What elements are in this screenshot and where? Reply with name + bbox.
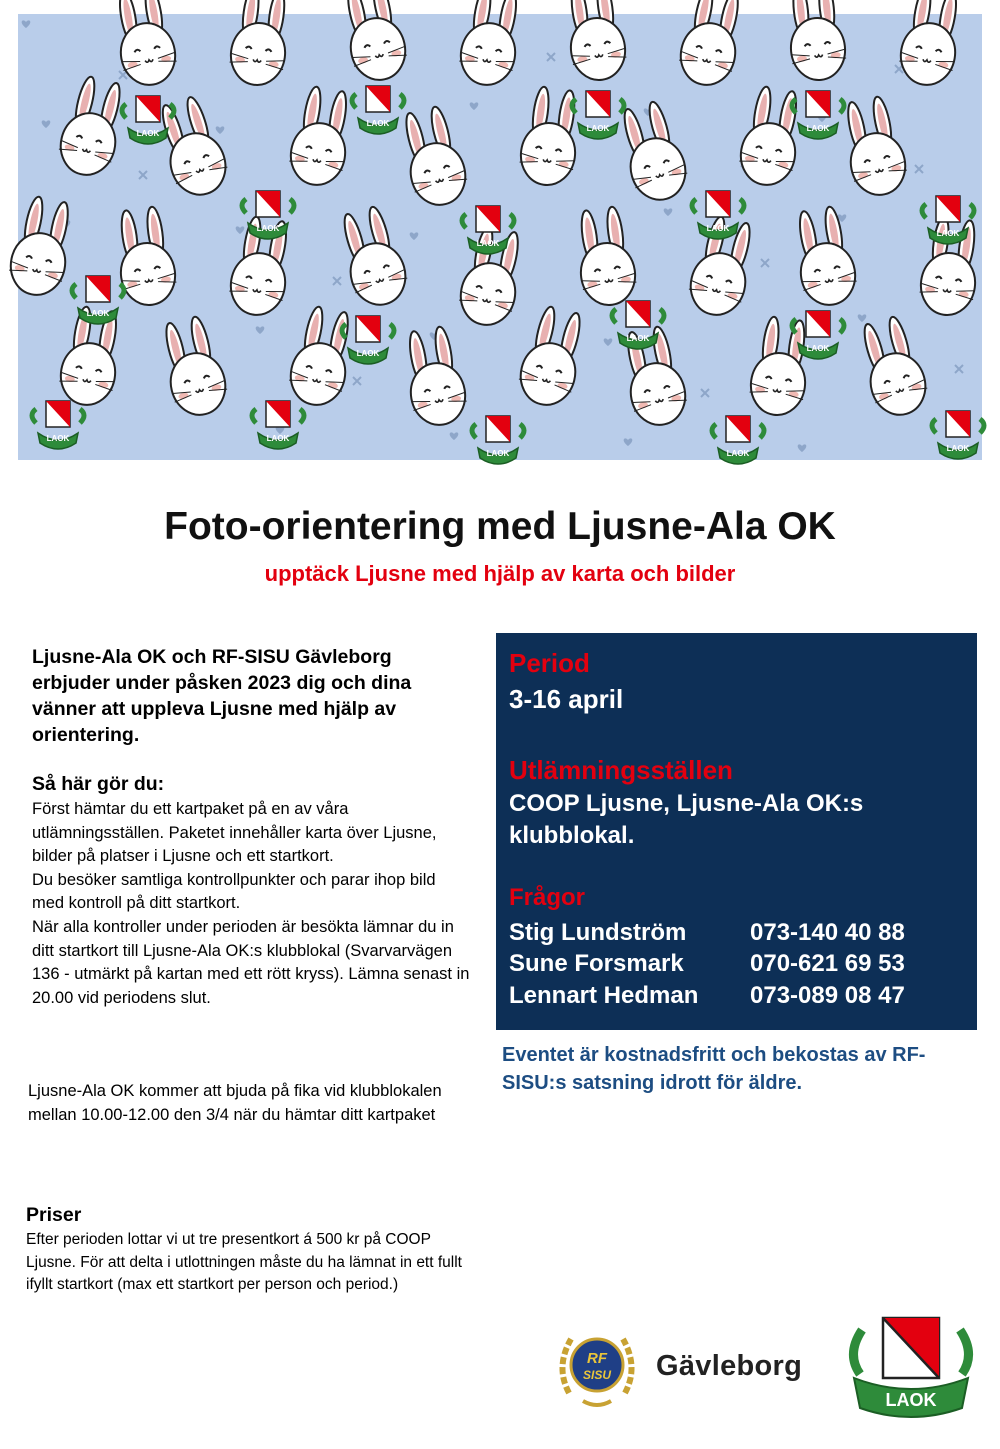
laok-club-badge-icon bbox=[792, 91, 844, 139]
heart-icon bbox=[450, 432, 459, 440]
cross-icon bbox=[333, 277, 341, 285]
funding-note: Eventet är kostnadsfritt och bekostas av RF-SISU:s satsning idrott för äldre. bbox=[502, 1044, 926, 1094]
cross-icon bbox=[915, 165, 923, 173]
heart-icon bbox=[798, 444, 807, 452]
howto-paragraph: Du besöker samtliga kontrollpunkter och parar ihop bild med kontroll på ditt startkort. bbox=[32, 870, 436, 913]
places-value: COOP Ljusne, Ljusne-Ala OK:s klubblokal. bbox=[509, 790, 864, 849]
fika-info: Ljusne-Ala OK kommer att bjuda på fika vid klubblokalen mellan 10.00-12.00 den 3/4 när du hämtar ditt kartpaket bbox=[28, 1082, 442, 1124]
bunny-face-icon bbox=[400, 324, 470, 429]
bunny-face-icon bbox=[338, 0, 411, 85]
cross-icon bbox=[353, 377, 361, 385]
laok-club-badge-icon bbox=[612, 301, 664, 349]
bunny-face-icon bbox=[110, 0, 180, 89]
heart-icon bbox=[470, 102, 479, 110]
questions-heading: Frågor bbox=[509, 884, 586, 911]
laok-club-badge-icon bbox=[352, 86, 404, 134]
gavleborg-logo-text: Gävleborg bbox=[656, 1350, 803, 1382]
bunny-face-icon bbox=[286, 84, 356, 189]
rf-text: RF bbox=[587, 1350, 607, 1367]
heart-icon bbox=[216, 126, 225, 134]
bunny-face-icon bbox=[854, 313, 933, 421]
laok-club-badge-icon bbox=[462, 206, 514, 254]
heart-icon bbox=[256, 326, 265, 334]
bunny-face-icon bbox=[784, 0, 848, 83]
howto-paragraph: Först hämtar du ett kartpaket på en av våra utlämningsställen. Paketet innehåller karta över Ljusne, bilder på platser i Ljusne och ett startkort. bbox=[32, 800, 437, 866]
heart-icon bbox=[236, 226, 245, 234]
laok-club-badge-icon bbox=[242, 191, 294, 239]
heart-icon bbox=[664, 208, 673, 216]
bunny-face-icon bbox=[562, 0, 629, 83]
laok-club-badge-icon bbox=[472, 416, 524, 464]
sisu-text: SISU bbox=[582, 1368, 612, 1382]
prizes-text: Efter perioden lottar vi ut tre presentkort á 500 kr på COOP Ljusne. För att delta i utlottningen måste du ha lämnat in ett fullt ifyllt startkort (max ett startkort per person och period.) bbox=[26, 1231, 462, 1293]
bunny-face-icon bbox=[5, 194, 78, 300]
contact-phone: 073-089 08 47 bbox=[750, 982, 905, 1009]
laok-club-badge-icon bbox=[252, 401, 304, 449]
cross-icon bbox=[547, 53, 555, 61]
bunny-face-icon bbox=[396, 103, 472, 210]
contact-name: Lennart Hedman bbox=[509, 982, 699, 1009]
heart-icon bbox=[410, 232, 419, 240]
page-subtitle: upptäck Ljusne med hjälp av karta och bilder bbox=[264, 561, 736, 586]
bunny-face-icon bbox=[514, 303, 590, 410]
heart-icon bbox=[22, 20, 31, 28]
heart-icon bbox=[858, 314, 867, 322]
bunny-pattern-illustration: LAOK bbox=[18, 14, 982, 460]
laok-club-badge-icon bbox=[932, 411, 984, 459]
heart-icon bbox=[604, 338, 613, 346]
bunny-face-icon bbox=[227, 0, 294, 88]
heart-icon bbox=[42, 120, 51, 128]
bunny-face-icon bbox=[152, 93, 233, 202]
howto-heading: Så här gör du: bbox=[32, 773, 165, 795]
contact-phone: 073-140 40 88 bbox=[750, 919, 905, 946]
bunny-face-icon bbox=[790, 204, 860, 309]
cross-icon bbox=[701, 389, 709, 397]
period-heading: Period bbox=[509, 648, 590, 678]
bunny-face-icon bbox=[54, 73, 130, 180]
bunny-face-icon bbox=[838, 94, 911, 200]
contact-phone: 070-621 69 53 bbox=[750, 950, 905, 977]
bunny-face-icon bbox=[747, 315, 814, 419]
prizes-heading: Priser bbox=[26, 1204, 82, 1226]
cross-icon bbox=[761, 259, 769, 267]
laok-text: LAOK bbox=[885, 1390, 937, 1410]
contact-name: Stig Lundström bbox=[509, 919, 687, 946]
laok-club-badge-icon bbox=[32, 401, 84, 449]
bunny-face-icon bbox=[614, 98, 693, 206]
howto-paragraph: När alla kontroller under perioden är besökta lämnar du in ditt startkort till Ljusne-Ala OK:s klubblokal (Svarvarvägen 136 - utmärkt på kartan med ett rött kryss). Lämna senast in 20.00 vid periodens slut. bbox=[32, 917, 470, 1007]
contact-name: Sune Forsmark bbox=[509, 950, 684, 977]
places-heading: Utlämningsställen bbox=[509, 755, 733, 785]
easter-banner bbox=[6, 14, 982, 460]
cross-icon bbox=[139, 171, 147, 179]
laok-club-badge-icon bbox=[922, 196, 974, 244]
laok-club-badge-icon bbox=[712, 416, 764, 464]
page-title: Foto-orientering med Ljusne-Ala OK bbox=[164, 505, 836, 548]
bunny-face-icon bbox=[675, 0, 748, 90]
bunny-face-icon bbox=[285, 304, 358, 410]
bunny-face-icon bbox=[896, 0, 966, 89]
howto-instructions bbox=[32, 798, 472, 1010]
laok-club-logo bbox=[846, 1314, 976, 1426]
event-info-box bbox=[496, 633, 977, 1030]
bunny-face-icon bbox=[334, 203, 413, 311]
bunny-face-icon bbox=[156, 313, 232, 420]
period-value: 3-16 april bbox=[509, 684, 624, 714]
laok-club-badge-icon bbox=[572, 91, 624, 139]
heart-icon bbox=[624, 438, 633, 446]
bunny-face-icon bbox=[456, 0, 526, 89]
laok-club-badge-icon bbox=[72, 276, 124, 324]
intro-text: Ljusne-Ala OK och RF-SISU Gävleborg erbjuder under påsken 2023 dig och dina vänner att uppleva Ljusne med hjälp av orientering. bbox=[32, 646, 412, 746]
rf-sisu-logo bbox=[555, 1323, 639, 1411]
bunny-face-icon bbox=[572, 205, 639, 309]
laok-club-badge-icon bbox=[342, 316, 394, 364]
laok-club-badge-icon bbox=[692, 191, 744, 239]
cross-icon bbox=[955, 365, 963, 373]
